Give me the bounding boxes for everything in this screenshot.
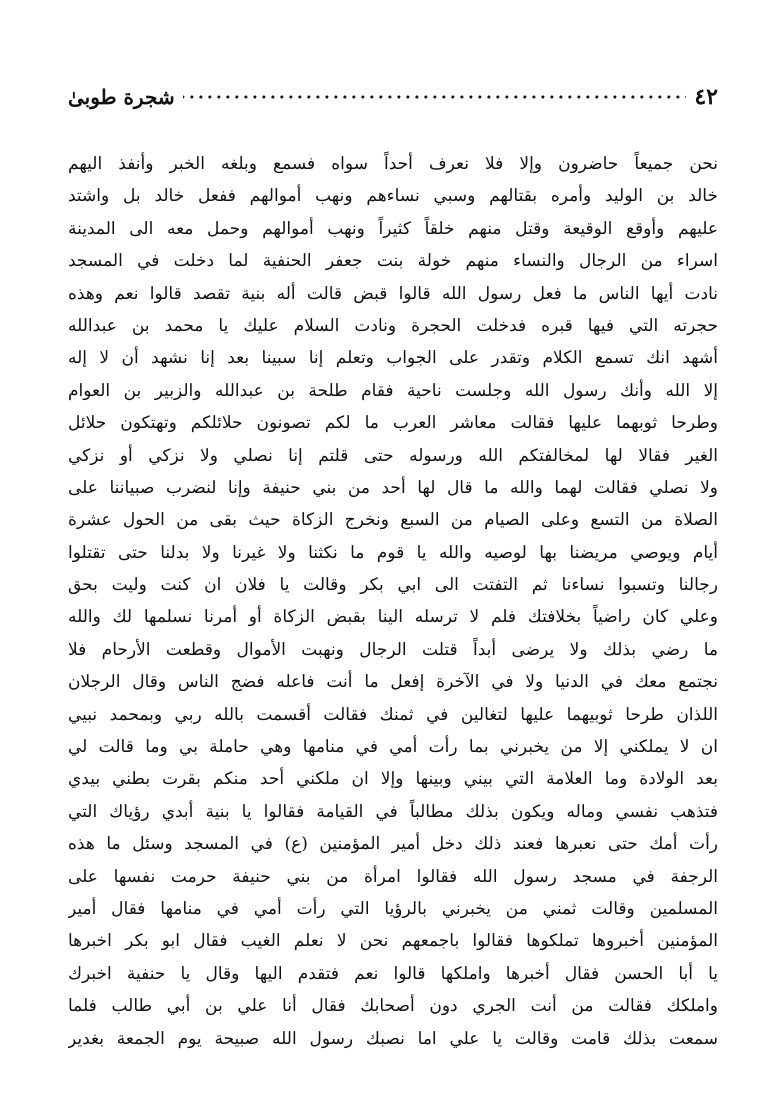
- dotted-leader: [183, 94, 687, 100]
- text-line: إلا الله وأنك رسول الله وجلست ناحية فقام طلحة بن عبدالله والزبير بن العوام: [68, 380, 718, 401]
- text-line: فتذهب نفسي وماله ويكون بذلك مطالباً في القيامة فقالوا يا بنية أبدي رؤياك التي: [68, 801, 718, 822]
- text-line: الصلاة من التسع وعلى الصيام من السبع ونخرج الزكاة حيث بقى من الحول عشرة: [68, 510, 718, 531]
- text-line: نادت أيها الناس ما فعل رسول الله قالوا قبض قالت أله بنية تقصد قالوا نعم وهذه: [68, 283, 718, 304]
- running-title: شجرة طوبیٰ: [68, 85, 175, 109]
- text-line: أشهد انك تسمع الكلام وتقدر على الجواب وتعلم إنا سبينا بعد إنا نشهد أن لا إله: [68, 348, 718, 369]
- text-line: واملكك فقالت من أنت الجري دون أصحابك فقال أنا علي بن أبي طالب فلما: [68, 996, 718, 1017]
- text-line: الغير فقالا لها لمخالفتكم الله ورسوله حتى قلتم إنا نصلي ولا نزكي أو نزكي: [68, 445, 718, 466]
- page-header: [68, 80, 718, 114]
- text-line: ان لا يملكني إلا من يخبرني بما رأت أمي في منامها وهي حاملة بي وما قالت لي: [68, 737, 718, 758]
- text-line: رأت أمك حتى نعبرها فعند ذلك دخل أمير المؤمنين (ع) في المسجد وسئل ما هذه: [68, 834, 718, 855]
- text-line: المؤمنين أخبروها تملكوها فقالوا باجمعهم نحن لا نعلم الغيب فقال ابو بكر اخبرها: [68, 931, 718, 952]
- text-line: اللذان طرحا ثوبيهما عليها لتغالين في ثمنك فقالت أقسمت بالله ربي وبمحمد نبيي: [68, 704, 718, 725]
- text-line: نجتمع معك في الدنيا ولا في الآخرة إفعل ما أنت فاعله فضج الناس وقال الرجلان: [68, 672, 718, 693]
- text-line: سمعت بذلك قامت وقالت يا علي اما نصبك رسول الله صبيحة يوم الجمعة بغدير: [68, 1028, 718, 1049]
- text-line: ما رضي بذلك ولا يرضى أبداً قتلت الرجال ونهبت الأموال وقطعت الأرحام فلا: [68, 639, 718, 660]
- text-line: يا أبا الحسن فقال أخبرها واملكها قالوا نعم فتقدم اليها وقال يا حنفية اخبرك: [68, 963, 718, 984]
- text-line: نحن جميعاً حاضرون وإلا فلا نعرف أحداً سواه فسمع وبلغه الخبر وأنفذ اليهم: [68, 154, 718, 174]
- text-line: حجرته التي فيها قبره فدخلت الحجرة ونادت السلام عليك يا محمد بن عبدالله: [68, 315, 718, 336]
- text-line: أيام ويوصي مريضنا بها لوصيه والله يا قوم ما نكثنا ولا غيرنا ولا بدلنا حتى تقتلوا: [68, 542, 718, 563]
- text-line: بعد الولادة وما العلامة التي بيني وبينها وإلا ان ملكني أحد منكم بقرت بطني بيدي: [68, 769, 718, 790]
- text-line: اسراء من الرجال والنساء منهم خولة بنت جعفر الحنفية لما دخلت في المسجد: [68, 251, 718, 272]
- text-line: وطرحا ثوبهما عليها فقالت معاشر العرب ما لكم تصونون حلائلكم وتهتكون حلائل: [68, 413, 718, 434]
- body-text: [68, 148, 718, 1055]
- text-line: المسلمين وقالت ثمني من يخبرني بالرؤيا التي رأت أمي في منامها فقال أمير: [68, 898, 718, 919]
- text-line: خالد بن الوليد وأمره بقتالهم وسبي نساءهم ونهب أموالهم ففعل خالد بل واشتد: [68, 186, 718, 207]
- text-line: رجالنا وتسبوا نساءنا ثم التفتت الى ابي بكر وقالت يا فلان ان كنت وليت بحق: [68, 575, 718, 596]
- text-line: ولا نصلي فقالت لهما والله ما قال لها أحد من بني حنيفة وإنا لنضرب صبياننا على: [68, 477, 718, 498]
- page-number: ٤٢: [694, 84, 718, 110]
- text-line: وعلي كان راضياً بخلافتك فلم لا ترسله الينا بقبض الزكاة أو أمرنا نسلمها لك والله: [68, 607, 718, 628]
- text-line: الرجفة في مسجد رسول الله فقالوا امرأة من بني حنيفة حرمت نفسها على: [68, 866, 718, 887]
- text-line: عليهم وأوقع الوقيعة وقتل منهم خلقاً كثيراً ونهب أموالهم وحمل معه الى المدينة: [68, 218, 718, 239]
